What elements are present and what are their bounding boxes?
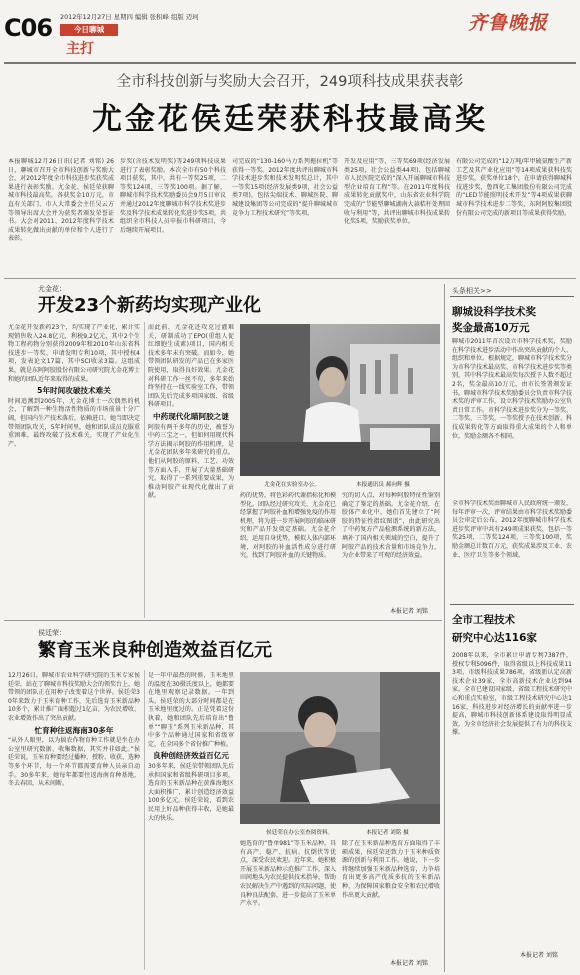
- story2-divider-1: [144, 670, 145, 970]
- lead-column-4: 开发及应用”等，三等奖69项(经济发展类25项，社会公益类44项)，包括聊城市人民医院完成的“深入开展聊城市科技型企业培育工程”等。在2011年度科技成果转化贡献奖中，山东省农业科学院完成的“节能型聊城湖南大蒜秸秆处理回收与利用”等，共评出聊城市科技成果转化奖5项，奖励获奖单位。: [344, 158, 450, 226]
- story1-column-2: [148, 324, 234, 614]
- story2-subhead-1: 忙育种往返海南30多年: [34, 725, 114, 735]
- story1-column-4: 究的切入点，对每种阿胶特征性鉴别确定了鉴定的基础。尤金花介绍，在胶体产业化中，她们首先建立了“阿胶的特征性指纹图谱”，由此研究出了中药复方产品检测系统的新方法，填补了国内相关领域的空白，提升了阿胶产品的技术含量和市场竞争力，为企业带来了可观的经济效益。: [342, 492, 440, 560]
- story1-byline: 本报记者 刘铭: [390, 608, 428, 615]
- story1-tag: 尤金花：: [38, 285, 66, 293]
- page-code: C06: [4, 14, 53, 42]
- section-title: 主打: [66, 41, 94, 57]
- sidebar-divider: [444, 284, 445, 972]
- office-photo-graphic: [240, 672, 440, 824]
- story1-subhead-2: 中药现代化瞄阿胶之谜: [153, 411, 229, 421]
- page-header: [0, 0, 580, 72]
- date-line: 2012年12月27日 星期四 编辑 张积峰 组版 迈珂: [60, 13, 199, 21]
- story1-photo-caption: 尤金花在实验室办公。: [264, 482, 320, 488]
- story2-photo: [240, 672, 440, 824]
- story1-column-3: 药的优势，将色彩药代谢指标化和模型化。团队经过研究攻关，尤金花已经掌握了阿胶补血和增强免疫的作用机理，将为进一步开展阿胶的临床研究和产品开发奠定基础。尤金花介绍，运用自身优势，模拟人体内部环境，对阿胶的补血活性成分进行研究，找到了阿胶补血的关键物质。: [240, 492, 336, 560]
- story2-tag: 侯廷荣：: [38, 629, 66, 637]
- story2-col2-text: 是一年中最热的时候，玉米地里的温度在30摄氏度以上，她都要在地里观察记录数据。一年到头，侯廷荣的大部分时间都是在玉米地里度过的。正是凭着这份执着，她和团队先后培育出“鲁单”“聊玉”系列玉米新品种，其中多个品种通过国家和省级审定，在全国多个省份推广种植。: [148, 672, 234, 748]
- sidebar-title-1: 聊城设科学技术奖: [452, 306, 536, 318]
- story2-photo-caption: 侯廷荣在办公室查阅资料。: [266, 830, 334, 836]
- story2-column-3: 她选育的“鲁单981”等玉米品种，具有高产、稳产、抗病、抗倒伏等优点，深受农民欢迎。近年来，她积极开展玉米新品种示范推广工作，深入田间地头为农民提供技术指导，帮助农民解决生产中遇到的实际问题，使良种良法配套，进一步提高了玉米单产水平。: [240, 840, 336, 908]
- story2-col1-text: 12月26日，聊城市农业科学研究院的玉米专家侯廷荣，站在了聊城市科技奖励大会的领奖台上，她带领的团队正在用种子改变着这个世界。侯廷荣30年来致力于玉米育种工作，先后选育玉米新品种10多个，累计推广面积超过1亿亩，为农民增收、农业增效作出了突出贡献。: [8, 672, 140, 722]
- sidebar-header: 头条相关>>: [452, 287, 492, 295]
- story2-photo-credit: 本报记者 刘铭 摄: [366, 830, 409, 836]
- lead-column-1: 本报聊城12月26日讯(记者 刘铭) 26日，聊城市召开全市科技创新与奖励大会，对2012年度全市科技进步奖获奖成果进行表彰奖励。尤金花、侯廷荣获聊城市科技最高奖，各获奖金10万元，市直有关部门、市人大常委会主任吴云方等领导出席大会并为获奖者颁发荣誉证书。大会对2011、2012年度科学技术成果转化做出贡献的单位和个人进行了表彰。: [8, 158, 114, 243]
- story1-col1-text: 尤金花开发新药23个，均实现了产业化，累计实现销售收入24.8亿元，利税9.2亿元，其中2个生物工程药物分别获得2009年和2010年山东省科技进步一等奖，申请发明专利10项，其中授权4项，发表论文17篇，其中SCI收录3篇。这组成果，就是东阿阿胶股份有限公司研究院尤金花博士和她的团队近年来取得的成果。: [8, 324, 140, 383]
- story2-col1b-text: “从外人眼里，以为搞农作物育种工作就是坐在办公室里研究数据、收集数据，其实并非如此。”侯廷荣说，玉米育种要经过播种、授粉、收获、选种等多个环节，每一个环节都需要育种人员亲自动手。30多年来，她每年都要往返海南育种基地，冬去春回，从未间断。: [8, 737, 140, 788]
- sidebar-body-3: 2008年以来，全市累计申请专利7387件，授权专利5096件，取得省级以上科技成果113项，市级科技成果786项，省级新认定高新技术企业39家，全市高新技术企业达到94家。全市已建设国家级、省级工程技术研究中心和重点实验室，市级工程技术研究中心达116家，科技进步对经济增长的贡献率进一步提高，聊城市科技创新体系建设取得明显成效，为全市经济社会发展提供了有力的科技支撑。: [452, 652, 572, 737]
- lead-column-5: 有限公司完成的“12万吨/年甲硫氨酸生产新工艺及其产业化应用”等14项成果获科技奖进步奖，获奖单位18个，在申请获得聊城科技进步奖，鲁西化工集团股份有限公司完成的“LED节能照明技术开发”等4项成果获聊城市科学技术进步二等奖，东阿阿胶集团股份有限公司完成的新项目等成果获得奖励。: [456, 158, 572, 217]
- story1-col1b-text: 时间追溯到2005年，尤金花博士一次偶然的机会，了解到一种生物活性物质的市场前景十分广阔，但国内生产技术落后，依赖进口。她当即决定带领团队攻关，5年时间里，她和团队成员克服重重困难，最终攻破了技术难关，实现了产业化生产。: [8, 397, 140, 448]
- sidebar-body-2: 全市科学技术奖由聊城市人民政府统一颁发，每年评审一次，评审结果由市科学技术奖励委员会审定后公布。2012年度聊城市科学技术进步奖评审中共有249项成果获奖，包括一等奖25项，二等奖124项，三等奖100项，奖励金额总计数百万元，获奖成果涉及工业、农业、医疗卫生等多个领域。: [452, 500, 572, 559]
- brand-logo: 齐鲁晚报: [468, 12, 549, 34]
- section-box: 今日聊城: [60, 24, 118, 36]
- story2-column-1: [8, 672, 140, 968]
- story1-photo-credit: 本报通讯员 郝向辉 摄: [356, 482, 410, 488]
- header-rule: [4, 62, 576, 64]
- story1-headline: 开发23个新药均实现产业化: [38, 295, 262, 316]
- lab-photo-graphic: [240, 324, 440, 476]
- lead-bottom-rule: [4, 278, 576, 279]
- sidebar-mid-rule: [450, 604, 574, 605]
- lead-kicker: 全市科技创新与奖励大会召开，249项科技成果获表彰: [116, 74, 464, 90]
- sidebar-byline: 本报记者 刘铭: [520, 952, 558, 959]
- lead-column-3: 司完成的“130-160马力系列拖拉机”等获得一等奖。2012年度共评出聊城市科学技术进步奖和技术发明奖总计，其中一等奖15项(经济发展类9项，社会公益类7项)，包括尖端技术、聊城医院、聊城建设集团等公司完成的“提升聊城城市竞争力工程技术研究”等奖项。: [232, 158, 338, 217]
- story2-subhead-2: 良种创经济效益百亿元: [153, 751, 229, 761]
- sidebar-subtitle-2: 研究中心达116家: [452, 632, 537, 644]
- story1-col2b-text: 阿胶有两千多年的历史，被誉为中药三宝之一，但如何用现代科学方法揭示阿胶的作用机理，是尤金花团队多年来研究的重点。他们从阿胶的原料、工艺、功效等方面入手，开展了大量基础研究，取得了一系列重要成果，为推动阿胶产业现代化做出了贡献。: [148, 423, 234, 500]
- story1-bottom-rule: [4, 620, 442, 621]
- sidebar-header-rule: [450, 296, 574, 297]
- story2-column-2: [148, 672, 234, 968]
- story2-col2b-text: 30多年来，侯廷荣带领团队先后承担国家和省级科研项目多项，选育的玉米新品种在黄淮海地区大面积推广，累计创造经济效益100多亿元。侯廷荣说，看到农民用上好品种获得丰收，是她最大的快乐。: [148, 762, 234, 822]
- sidebar-subtitle-1: 全市工程技术: [452, 614, 515, 626]
- sidebar-body-1: 聊城市2011年首次设立市科学技术奖，奖励在科学技术进步活动中作出突出贡献的个人、组织和单位。根据规定，聊城市科学技术奖分为市科学技术最高奖、市科学技术进步奖等类别，其中科学技术最高奖每次授予人数不超过2名，奖金最高10万元，由市长签署颁发证书。聊城市科学技术奖励委员会负责市科学技术奖的评审工作，设立科学技术奖励办公室负责日常工作。市科学技术进步奖分为一等奖、二等奖、三等奖，一等奖授予在技术创新、科技成果转化等方面取得重大成果的个人和单位，奖励金额各不相同。: [452, 338, 572, 440]
- sidebar-title-2: 奖金最高10万元: [452, 322, 530, 334]
- story1-divider-1: [144, 322, 145, 618]
- story2-column-4: 除了在玉米新品种选育方面取得了丰硕成果，侯廷荣还致力于玉米种质资源的创新与利用工作。她说，下一步将继续加强玉米新品种选育，力争培育出更多高产优质多抗的玉米新品种，为保障国家粮食安全和农民增收作出更大贡献。: [342, 840, 440, 899]
- story1-photo: [240, 324, 440, 476]
- story2-headline: 繁育玉米良种创造效益百亿元: [38, 640, 272, 661]
- story2-byline: 本报记者 刘铭: [390, 960, 428, 967]
- story1-subhead-1: 5年时间攻破技术难关: [37, 386, 111, 396]
- story1-col2-text: 而此前，尤金花还攻克过灌难关，研制成功了EPO(重组人促红细胞生成素)项目，国内相关技术多年未有突破。而如今，她带领团队研发的产品已在多家医院使用，取得良好效果。尤金花对科研工作一丝不苟，多年来始终坚持在一线实验室工作，带领团队先后完成多项国家级、省级科研项目。: [148, 324, 234, 409]
- story1-column-1: [8, 324, 140, 614]
- lead-headline: 尤金花侯廷荣获科技最高奖: [92, 102, 488, 137]
- lead-column-2: 步奖(含技术发明奖)等249项科技成果进行了表彰奖励。本次全市有50个科技项目获奖，其中，共有一等奖25项，二等奖124项，三等奖100项。据了解，聊城市科学技术奖励委员会9月5日审议并通过2012年度聊城市科学技术奖进步奖及科学技术成果转化奖进步奖5项，共组织全市科技人员申报市科研项目，今后继续开展项目。: [120, 158, 226, 234]
